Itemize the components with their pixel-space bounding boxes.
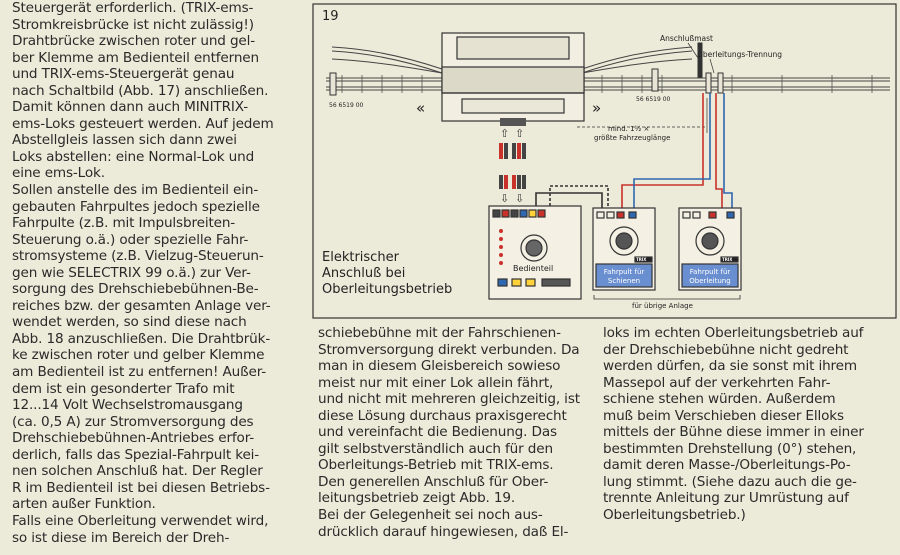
figure-number: 19 [322, 9, 339, 24]
track-layout [326, 47, 890, 93]
rest-of-layout-label: für übrige Anlage [632, 302, 693, 310]
label-catenary-separation: Oberleitungs-Trennung [697, 50, 783, 59]
svg-text:⇩: ⇩ [500, 192, 510, 205]
text-column-middle: schiebebühne mit der Fahrschienen- Stromversorgung direkt verbunden. Da man in diesem Gleisbereich sowieso meist nur mit einer Lok allein fährt, und nicht mit mehreren gleichzeitig, ist diese Lösung durchaus praxisgerecht und vereinfacht die Bedienung. Das gilt selbstverständlich auch für den Oberleitungs-Betrieb mit TRIX-ems. Den generellen Anschluß für Ober- leitungsbetrieb zeigt Abb. 19. Bei der Gelegenheit sei noch aus- drücklich darauf hingewiesen, daß El- [318, 325, 580, 540]
svg-text:⇧: ⇧ [500, 127, 510, 140]
control-unit [489, 206, 581, 299]
part-number-left: 56 6519 00 [329, 102, 364, 109]
part-number-right: 56 6519 00 [636, 96, 671, 103]
transfer-table [442, 33, 584, 121]
throttle-catenary-label-line2: Oberleitung [689, 277, 731, 285]
text-column-left: Steuergerät erforderlich. (TRIX-ems- Stromkreisbrücke ist nicht zulässig!) Drahtbrücke zwischen roter und gel- ber Klemme am Bedienteil entfernen und TRIX-ems-Steuergerät genau nach Schaltbild (Abb. 17) anschließen. Damit können dann auch MINITRIX- ems-Loks gesteuert werden. Auf jedem Abstellgleis lassen sich dann zwei Loks abstellen: eine Normal-Lok und eine ems-Lok. Sollen anstelle des im Bedienteil ein- gebauten Fahrpultes jedoch spezielle Fahrpulte (z.B. mit Impulsbreiten- Steuerung o.ä.) oder spezielle Fahr- stromsysteme (z.B. Vielzug-Steuerun- gen wie SELECTRIX 99 o.ä.) zur Ver- sorgung des Drehschiebebühnen-Be- reiches bzw. der gesamten Anlage ver- wendet werden, so sind diese nach Abb. 18 anzuschließen. Die Drahtbrük- ke zwischen roter und gelber Klemme am Bedienteil ist zu entfernen! Außer- dem ist ein gesonderter Trafo mit 12...14 Volt Wechselstromausgang (ca. 0,5 A) zur Stromversorgung des Drehschiebebühnen-Antriebes erfor- derlich, falls das Spezial-Fahrpult kei- nen solchen Anschluß hat. Der Regler R im Bedienteil ist bei diesen Betriebs- arten außer Funktion. Falls eine Oberleitung verwendet wird, so ist diese im Bereich der Dreh- [12, 0, 274, 546]
throttle-rails-label-line1: Fahrpult für [603, 268, 645, 276]
distance-label-line2: größte Fahrzeuglänge [594, 134, 671, 142]
connector-plugs [499, 118, 526, 205]
svg-text:⇧: ⇧ [515, 127, 525, 140]
throttle-rails-brand: TRIX [636, 257, 647, 262]
move-right-arrow: » [592, 99, 602, 117]
figure-caption-line3: Oberleitungsbetrieb [322, 282, 453, 297]
throttle-catenary-brand: TRIX [722, 257, 733, 262]
throttle-catenary-label-line1: Fahrpult für [689, 268, 731, 276]
wiring-diagram-figure [312, 3, 897, 319]
text-column-right: loks im echten Oberleitungsbetrieb auf der Drehschiebebühne nicht gedreht werden dürfen, da sie sonst mit ihrem Massepol auf der verkehrten Fahr- schiene stehen würden. Außerdem muß beim Verschieben dieser Elloks mittels der Bühne diese immer in einer bestimmten Drehstellung (0°) stehen, damit deren Masse-/Oberleitungs-Po- lung stimmt. (Siehe dazu auch die ge- trennte Anleitung zur Umrüstung auf Oberleitungsbetrieb.) [603, 325, 864, 524]
figure-caption-line2: Anschluß bei [322, 266, 406, 281]
svg-text:⇩: ⇩ [515, 192, 525, 205]
throttle-rails-label-line2: Schienen [607, 277, 641, 285]
control-unit-label: Bedienteil [513, 264, 554, 273]
move-left-arrow: « [416, 99, 426, 117]
label-connection-mast: Anschlußmast [660, 34, 713, 43]
figure-caption-line1: Elektrischer [322, 250, 399, 265]
distance-label-line1: mind. 1½ × [608, 125, 650, 133]
